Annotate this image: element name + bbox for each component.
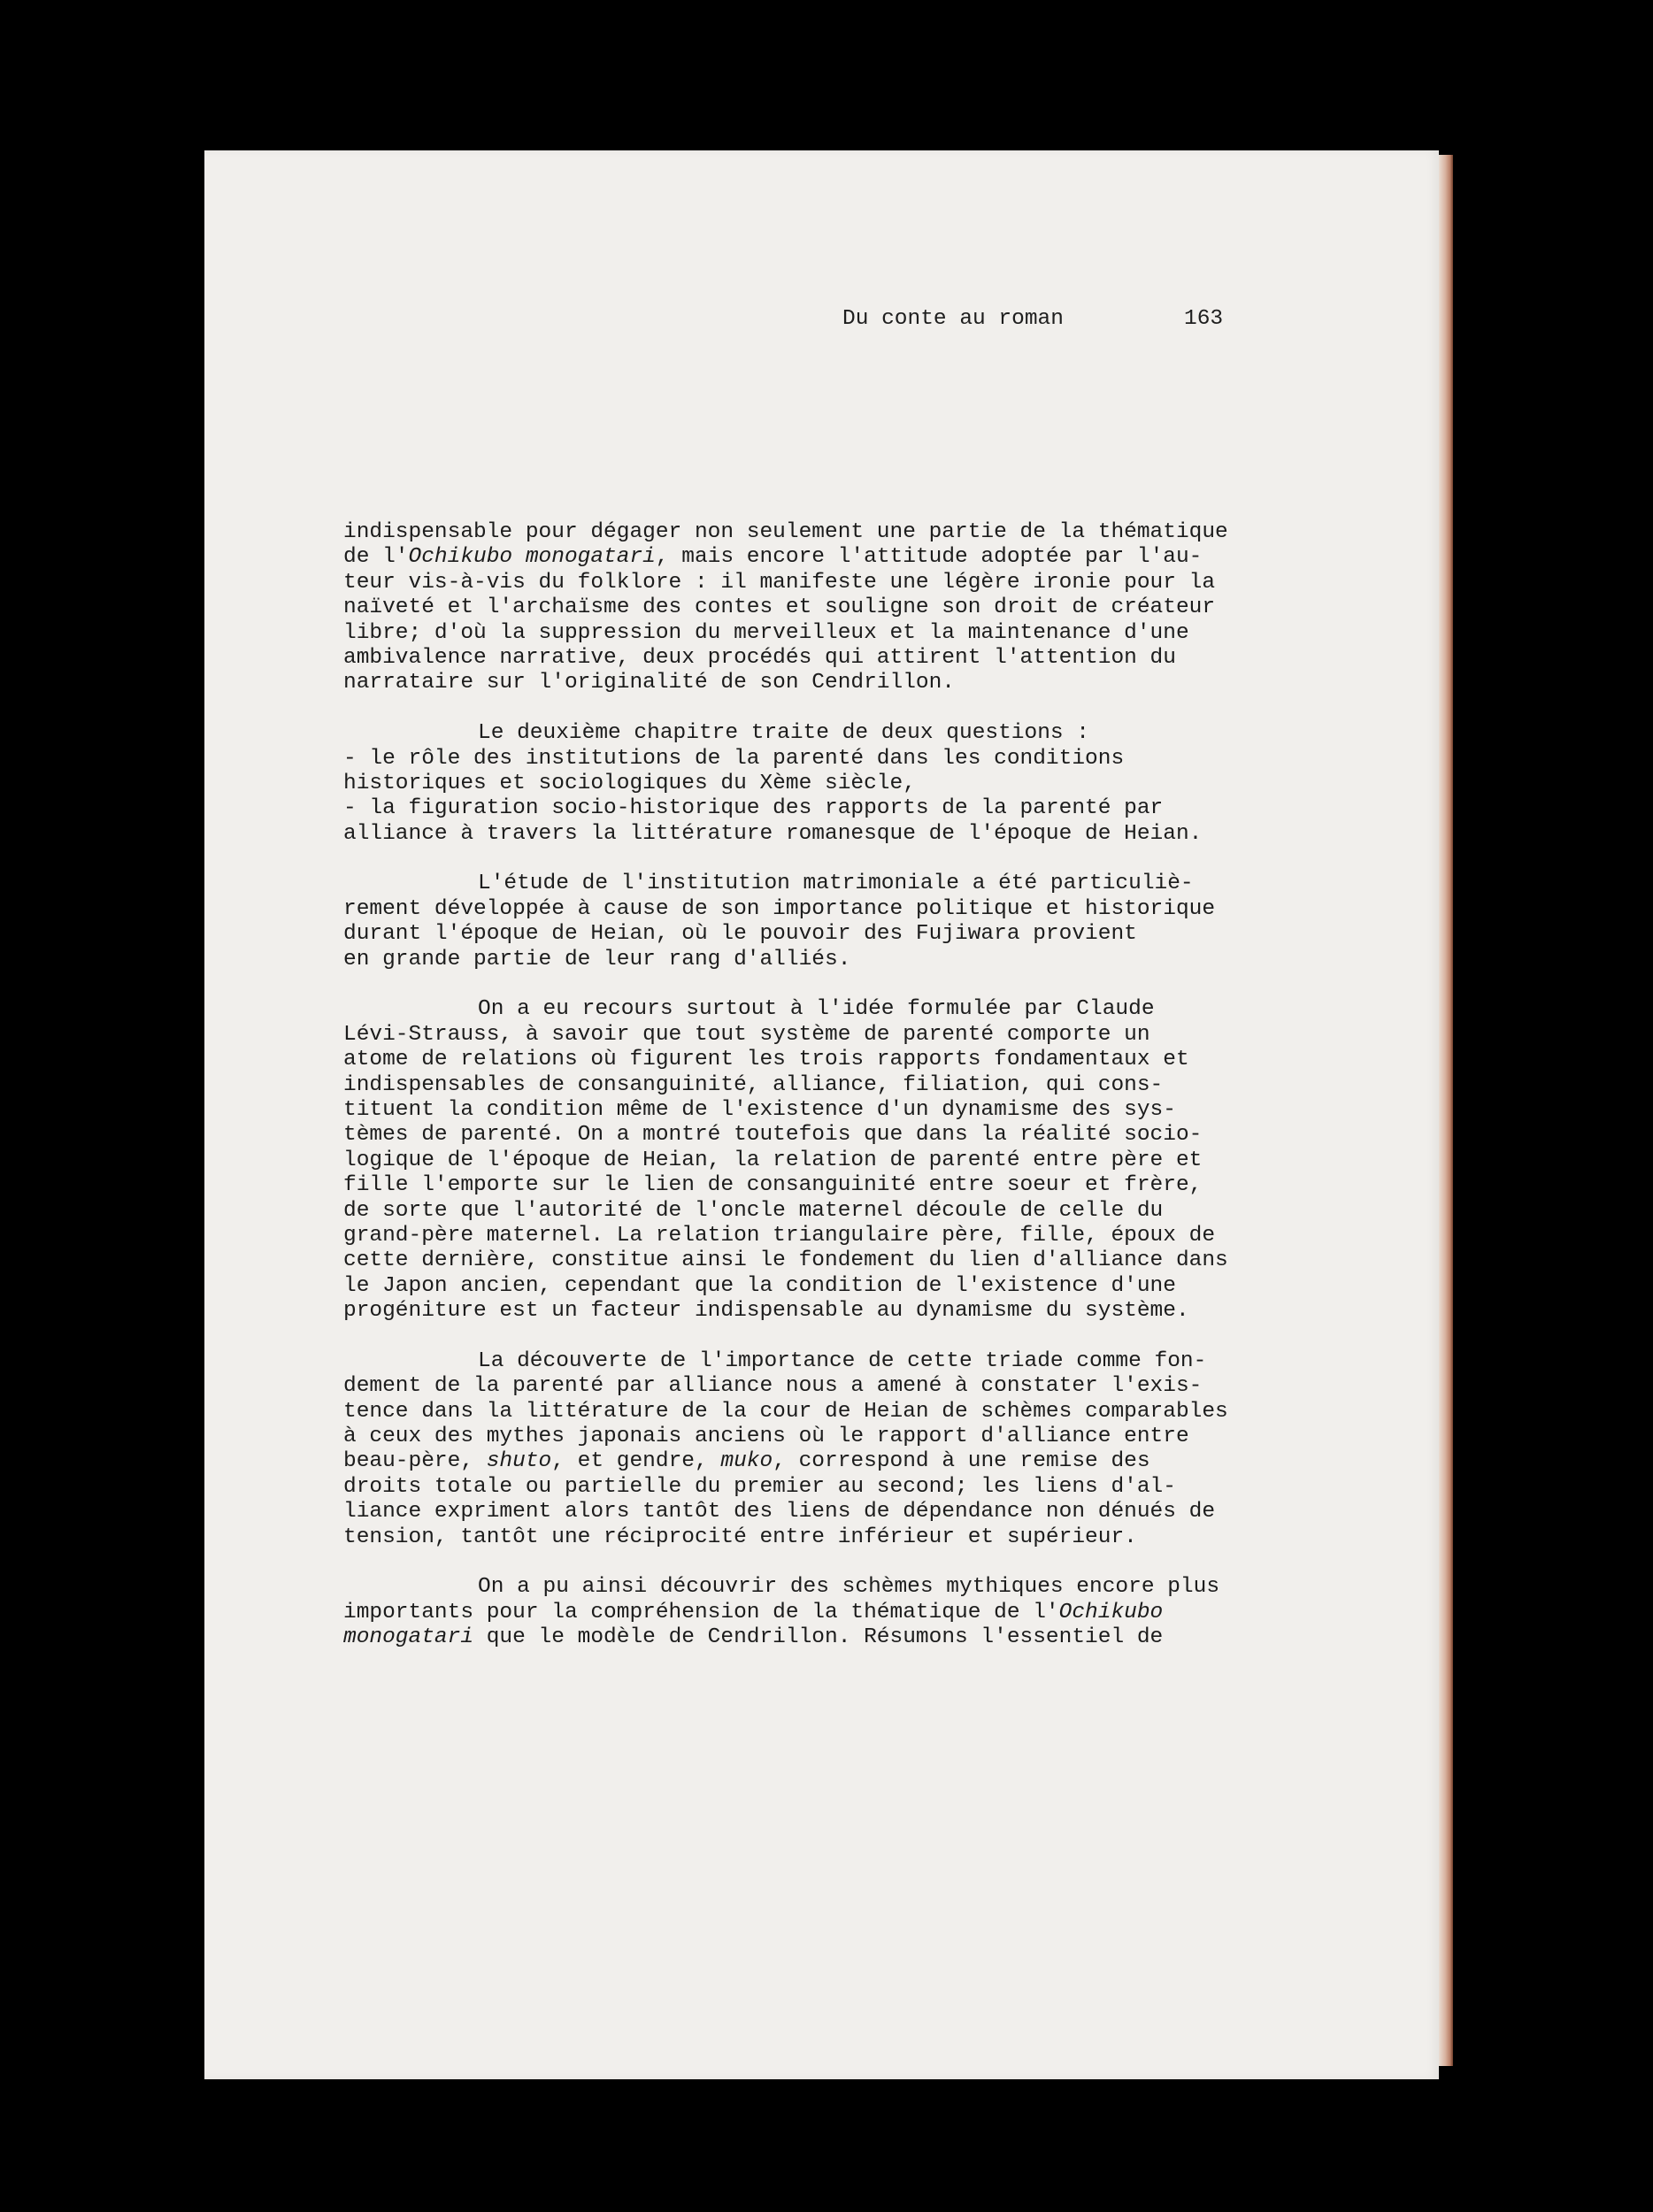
text-line: monogatari que le modèle de Cendrillon. Résumons l'essentiel de <box>343 1625 1164 1650</box>
text-line: droits totale ou partielle du premier au second; les liens d'al- <box>343 1474 1176 1499</box>
running-title: Du conte au roman <box>842 307 1064 331</box>
text-line: teur vis-à-vis du folklore : il manifeste une légère ironie pour la <box>343 570 1216 595</box>
text-line: indispensables de consanguinité, alliance, filiation, qui cons- <box>343 1072 1164 1097</box>
italic-title: shuto <box>486 1449 552 1474</box>
paragraph-gap <box>343 1325 1264 1349</box>
text-line: de l'Ochikubo monogatari, mais encore l'attitude adoptée par l'au- <box>343 545 1203 570</box>
page-number: 163 <box>1184 307 1224 331</box>
italic-title: Ochikubo monogatari <box>408 545 656 570</box>
paragraph <box>343 997 1264 1324</box>
italic-title: monogatari <box>343 1625 474 1650</box>
text-line: grand-père maternel. La relation triangulaire père, fille, époux de <box>343 1223 1216 1248</box>
paragraph <box>343 1575 1264 1650</box>
text-line: tence dans la littérature de la cour de Heian de schèmes comparables <box>343 1399 1228 1424</box>
text-line: L'étude de l'institution matrimoniale a été particuliè- <box>478 872 1194 896</box>
text-line: On a eu recours surtout à l'idée formulée par Claude <box>478 997 1155 1022</box>
text-line: libre; d'où la suppression du merveilleux et la maintenance d'une <box>343 620 1189 645</box>
text-line: - le rôle des institutions de la parenté dans les conditions <box>343 746 1125 771</box>
text-line: cette dernière, constitue ainsi le fondement du lien d'alliance dans <box>343 1248 1228 1273</box>
text-line: Lévi-Strauss, à savoir que tout système de parenté comporte un <box>343 1022 1150 1047</box>
text-line: importants pour la compréhension de la thématique de l'Ochikubo <box>343 1600 1164 1624</box>
text-line: beau-père, shuto, et gendre, muko, correspond à une remise des <box>343 1449 1150 1474</box>
text-line: tension, tantôt une réciprocité entre inférieur et supérieur. <box>343 1525 1137 1549</box>
body-text <box>343 520 1264 1651</box>
text-line: de sorte que l'autorité de l'oncle maternel découle de celle du <box>343 1198 1164 1223</box>
text-line: indispensable pour dégager non seulement une partie de la thématique <box>343 520 1228 544</box>
text-line: ambivalence narrative, deux procédés qui attirent l'attention du <box>343 645 1176 670</box>
text-line: - la figuration socio-historique des rapports de la parenté par <box>343 796 1164 821</box>
italic-title: muko <box>720 1449 773 1474</box>
paragraph <box>343 872 1264 972</box>
text-line: fille l'emporte sur le lien de consanguinité entre soeur et frère, <box>343 1173 1203 1198</box>
text-line: historiques et sociologiques du Xème siècle, <box>343 771 916 795</box>
text-line: durant l'époque de Heian, où le pouvoir des Fujiwara provient <box>343 922 1137 947</box>
text-line: La découverte de l'importance de cette triade comme fon- <box>478 1348 1207 1373</box>
paragraph-gap <box>343 1550 1264 1575</box>
paragraph-gap <box>343 696 1264 721</box>
text-line: atome de relations où figurent les trois rapports fondamentaux et <box>343 1048 1189 1072</box>
text-line: tèmes de parenté. On a montré toutefois que dans la réalité socio- <box>343 1123 1203 1148</box>
text-line: liance expriment alors tantôt des liens de dépendance non dénués de <box>343 1500 1216 1525</box>
text-line: logique de l'époque de Heian, la relation de parenté entre père et <box>343 1148 1203 1172</box>
text-line: dement de la parenté par alliance nous a amené à constater l'exis- <box>343 1374 1203 1399</box>
text-line: à ceux des mythes japonais anciens où le rapport d'alliance entre <box>343 1425 1189 1449</box>
text-line: narrataire sur l'originalité de son Cendrillon. <box>343 671 956 695</box>
text-line: Le deuxième chapitre traite de deux questions : <box>478 721 1090 746</box>
text-line: naïveté et l'archaïsme des contes et souligne son droit de créateur <box>343 595 1216 620</box>
text-line: rement développée à cause de son importance politique et historique <box>343 896 1216 921</box>
paragraph <box>343 1349 1264 1550</box>
text-line: On a pu ainsi découvrir des schèmes mythiques encore plus <box>478 1575 1220 1600</box>
paragraph-gap <box>343 972 1264 997</box>
text-line: le Japon ancien, cependant que la condition de l'existence d'une <box>343 1273 1176 1298</box>
italic-title: Ochikubo <box>1058 1600 1164 1624</box>
text-line: tituent la condition même de l'existence d'un dynamisme des sys- <box>343 1097 1176 1122</box>
page-edge <box>1439 155 1453 2066</box>
paragraph-gap <box>343 847 1264 872</box>
text-line: en grande partie de leur rang d'alliés. <box>343 947 851 972</box>
text-line: progéniture est un facteur indispensable au dynamisme du système. <box>343 1299 1189 1324</box>
text-line: alliance à travers la littérature romanesque de l'époque de Heian. <box>343 821 1203 846</box>
paragraph <box>343 721 1264 847</box>
paragraph <box>343 520 1264 696</box>
